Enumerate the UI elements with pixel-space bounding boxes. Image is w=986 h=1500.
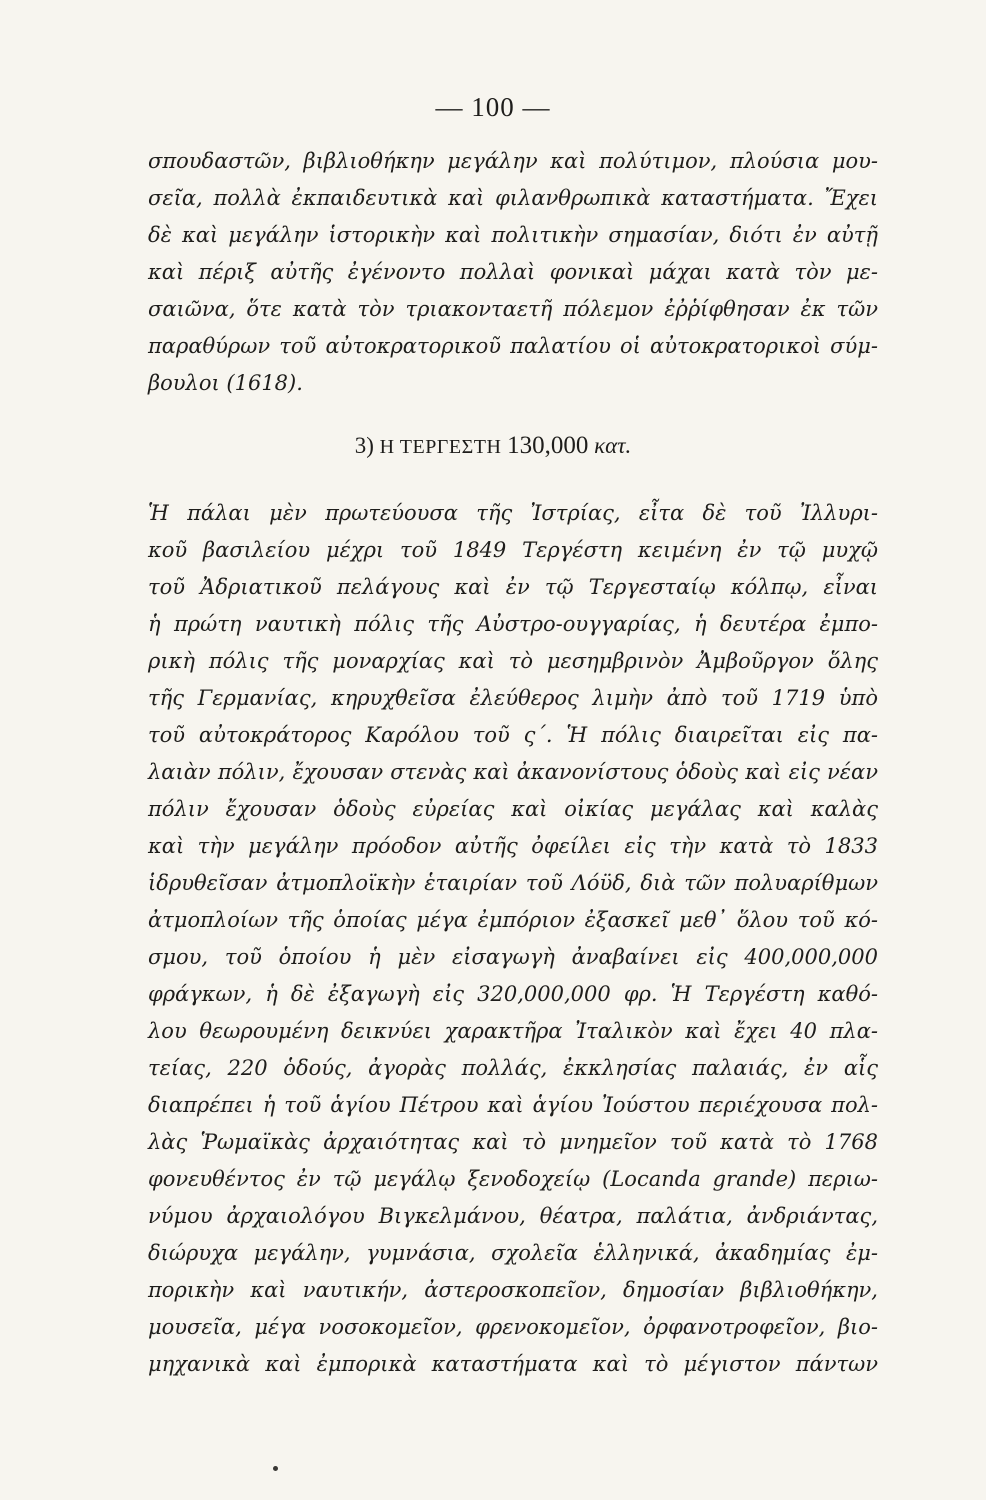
text-line: λαιὰν πόλιν, ἔχουσαν στενὰς καὶ ἀκανονίστους ὁδοὺς καὶ εἰς νέαν <box>148 760 878 784</box>
text-line: ἡ πρώτη ναυτικὴ πόλις τῆς Αὐστρο-ουγγαρίας, ἡ δευτέρα ἐμπο- <box>148 612 878 636</box>
ink-dot <box>273 1466 278 1471</box>
text-line: ρικὴ πόλις τῆς μοναρχίας καὶ τὸ μεσημβρινὸν Ἀμβοῦργον ὅλης <box>148 649 878 673</box>
text-line: λου θεωρουμένη δεικνύει χαρακτῆρα Ἰταλικὸν καὶ ἔχει 40 πλα- <box>148 1019 878 1043</box>
text-line: διώρυχα μεγάλην, γυμνάσια, σχολεῖα ἑλληνικά, ἀκαδημίας ἐμ- <box>148 1241 878 1265</box>
text-line: μηχανικὰ καὶ ἐμπορικὰ καταστήματα καὶ τὸ μέγιστον πάντων <box>148 1352 878 1376</box>
text-line: μουσεῖα, μέγα νοσοκομεῖον, φρενοκομεῖον, ὀρφανοτροφεῖον, βιο- <box>148 1315 878 1339</box>
text-line: πορικὴν καὶ ναυτικήν, ἀστεροσκοπεῖον, δημοσίαν βιβλιοθήκην, <box>148 1278 878 1302</box>
text-line: φράγκων, ἡ δὲ ἐξαγωγὴ εἰς 320,000,000 φρ. Ἡ Τεργέστη καθό- <box>148 982 878 1006</box>
text-line: παραθύρων τοῦ αὐτοκρατορικοῦ παλατίου οἱ αὐτοκρατορικοὶ σύμ- <box>148 334 878 358</box>
section-title: Η ΤΕΡΓΕΣΤΗ <box>379 436 502 458</box>
text-line: λὰς Ῥωμαϊκὰς ἀρχαιότητας καὶ τὸ μνημεῖον τοῦ κατὰ τὸ 1768 <box>148 1130 878 1154</box>
text-line: καὶ πέριξ αὐτῆς ἐγένοντο πολλαὶ φονικαὶ μάχαι κατὰ τὸν με- <box>148 260 878 284</box>
text-line: σμου, τοῦ ὁποίου ἡ μὲν εἰσαγωγὴ ἀναβαίνει εἰς 400,000,000 <box>148 945 878 969</box>
text-line: σεῖα, πολλὰ ἐκπαιδευτικὰ καὶ φιλανθρωπικὰ καταστήματα. Ἔχει <box>148 186 878 210</box>
text-line: βουλοι (1618). <box>148 371 303 395</box>
text-line: καὶ τὴν μεγάλην πρόοδον αὐτῆς ὀφείλει εἰς τὴν κατὰ τὸ 1833 <box>148 834 878 858</box>
text-line: νύμου ἀρχαιολόγου Βιγκελμάνου, θέατρα, παλάτια, ἀνδριάντας, <box>148 1204 878 1228</box>
section-heading <box>0 432 986 460</box>
text-line: τοῦ Ἀδριατικοῦ πελάγους καὶ ἐν τῷ Τεργεσταίῳ κόλπῳ, εἶναι <box>148 575 878 599</box>
paragraph-prague-continued <box>148 143 878 402</box>
text-line: Ἡ πάλαι μὲν πρωτεύουσα τῆς Ἰστρίας, εἶτα δὲ τοῦ Ἰλλυρι- <box>148 501 878 525</box>
page-number: — 100 — <box>435 92 551 122</box>
text-line: ἱδρυθεῖσαν ἀτμοπλοϊκὴν ἑταιρίαν τοῦ Λόϋδ, διὰ τῶν πολυαρίθμων <box>148 871 878 895</box>
text-line: τῆς Γερμανίας, κηρυχθεῖσα ἐλεύθερος λιμὴν ἀπὸ τοῦ 1719 ὑπὸ <box>148 686 878 710</box>
text-line: σπουδαστῶν, βιβλιοθήκην μεγάλην καὶ πολύτιμον, πλούσια μου- <box>148 149 878 173</box>
text-line: δὲ καὶ μεγάλην ἱστορικὴν καὶ πολιτικὴν σημασίαν, διότι ἐν αὐτῇ <box>148 223 878 247</box>
text-line: ἀτμοπλοίων τῆς ὁποίας μέγα ἐμπόριον ἐξασκεῖ μεθ᾽ ὅλου τοῦ κό- <box>148 908 878 932</box>
text-line: τείας, 220 ὁδούς, ἀγορὰς πολλάς, ἐκκλησίας παλαιάς, ἐν αἷς <box>148 1056 878 1080</box>
text-line: διαπρέπει ἡ τοῦ ἁγίου Πέτρου καὶ ἁγίου Ἰούστου περιέχουσα πολ- <box>148 1093 878 1117</box>
section-population: 130,000 <box>507 432 589 459</box>
section-number: 3) <box>354 433 374 458</box>
text-line: κοῦ βασιλείου μέχρι τοῦ 1849 Τεργέστη κειμένη ἐν τῷ μυχῷ <box>148 538 878 562</box>
paragraph-trieste <box>148 495 878 1383</box>
section-unit: κατ. <box>594 433 632 458</box>
text-line: τοῦ αὐτοκράτορος Καρόλου τοῦ ς΄. Ἡ πόλις διαιρεῖται εἰς πα- <box>148 723 878 747</box>
text-line: φονευθέντος ἐν τῷ μεγάλῳ ξενοδοχείῳ (Locanda grande) περιω- <box>148 1167 878 1191</box>
text-line: πόλιν ἔχουσαν ὁδοὺς εὐρείας καὶ οἰκίας μεγάλας καὶ καλὰς <box>148 797 878 821</box>
text-line: σαιῶνα, ὅτε κατὰ τὸν τριακονταετῆ πόλεμον ἐῤῥίφθησαν ἐκ τῶν <box>148 297 878 321</box>
